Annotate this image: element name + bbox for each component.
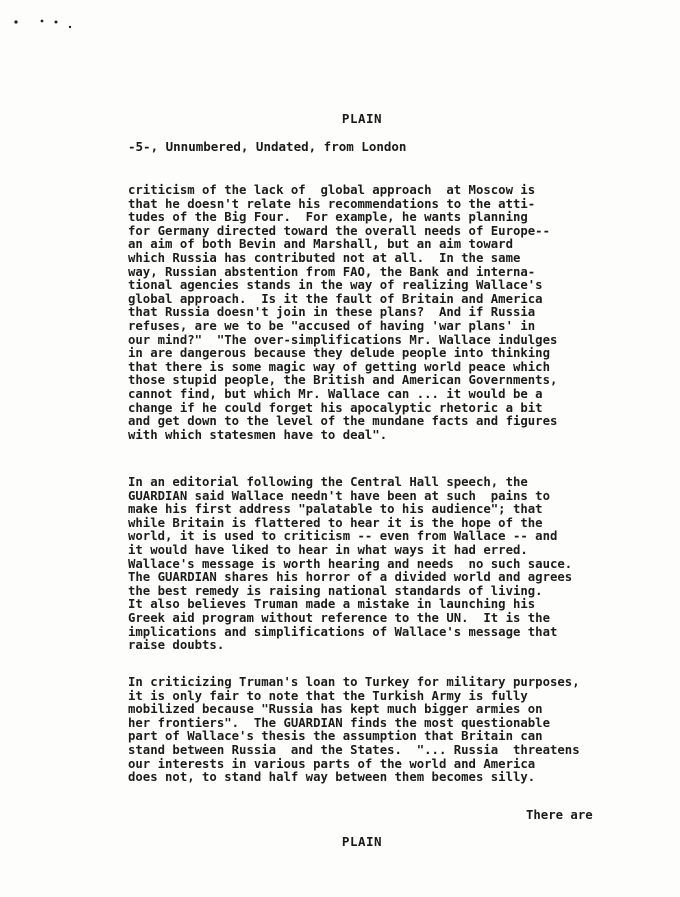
text-line: in are dangerous because they delude people into thinking — [128, 346, 550, 361]
text-line: In an editorial following the Central Hall speech, the — [128, 475, 528, 489]
text-line: does not, to stand half way between them becomes silly. — [128, 770, 536, 785]
text-line: make his first address "palatable to his audience"; that — [128, 502, 543, 517]
text-line: the best remedy is raising national standards of living. — [128, 583, 543, 598]
text-line: stand between Russia and the States. "... Russia threatens — [128, 742, 580, 757]
classification-top: PLAIN — [341, 111, 383, 126]
paragraph-1 — [128, 184, 648, 442]
scan-specks — [0, 0, 90, 40]
text-line: change if he could forget his apocalyptic rhetoric a bit — [128, 400, 543, 415]
text-line: Greek aid program without reference to the UN. It is the — [128, 610, 550, 625]
text-line: those stupid people, the British and American Governments, — [128, 373, 558, 388]
text-line: that he doesn't relate his recommendations to the atti- — [128, 196, 536, 211]
text-line: It also believes Truman made a mistake in launching his — [128, 597, 536, 612]
text-line: that Russia doesn't join in these plans? And if Russia — [128, 305, 536, 320]
classification-bottom: PLAIN — [341, 834, 383, 849]
text-line: it is only fair to note that the Turkish Army is fully — [128, 688, 528, 703]
text-line: and get down to the level of the mundane facts and figures — [128, 414, 558, 429]
text-line: raise doubts. — [128, 638, 225, 653]
text-line: mobilized because "Russia has kept much bigger armies on — [128, 702, 543, 717]
text-line: global approach. Is it the fault of Britain and America — [128, 291, 543, 306]
text-line: her frontiers". The GUARDIAN finds the most questionable — [128, 715, 550, 730]
text-line: In criticizing Truman's loan to Turkey for military purposes, — [128, 675, 580, 689]
text-line: tudes of the Big Four. For example, he wants planning — [128, 210, 528, 225]
text-line: The GUARDIAN shares his horror of a divided world and agrees — [128, 570, 573, 585]
text-line: GUARDIAN said Wallace needn't have been at such pains to — [128, 488, 550, 503]
text-line: our interests in various parts of the world and America — [128, 756, 536, 771]
text-line: cannot find, but which Mr. Wallace can ... it would be a — [128, 386, 543, 401]
paragraph-3 — [128, 676, 648, 785]
continuation-text: There are — [526, 808, 593, 822]
text-line: an aim of both Bevin and Marshall, but an aim toward — [128, 237, 513, 252]
text-line: for Germany directed toward the overall needs of Europe-- — [128, 223, 550, 238]
text-line: part of Wallace's thesis the assumption that Britain can — [128, 729, 543, 744]
text-line: it would have liked to hear in what ways it had erred. — [128, 542, 528, 557]
text-line: world, it is used to criticism -- even from Wallace -- and — [128, 529, 558, 544]
text-line: with which statesmen have to deal". — [128, 427, 388, 442]
text-line: our mind?" "The over-simplifications Mr. Wallace indulges — [128, 332, 558, 347]
paragraph-2 — [128, 476, 648, 653]
text-line: criticism of the lack of global approach at Moscow is — [128, 183, 536, 197]
text-line: refuses, are we to be "accused of having 'war plans' in — [128, 318, 536, 333]
text-line: that there is some magic way of getting world peace which — [128, 359, 550, 374]
text-line: way, Russian abstention from FAO, the Bank and interna- — [128, 264, 536, 279]
message-header: -5-, Unnumbered, Undated, from London — [128, 139, 407, 154]
text-line: which Russia has contributed not at all. In the same — [128, 250, 521, 265]
text-line: Wallace's message is worth hearing and needs no such sauce. — [128, 556, 573, 571]
text-line: tional agencies stands in the way of realizing Wallace's — [128, 278, 543, 293]
text-line: implications and simplifications of Wallace's message that — [128, 624, 558, 639]
text-line: while Britain is flattered to hear it is the hope of the — [128, 515, 543, 530]
